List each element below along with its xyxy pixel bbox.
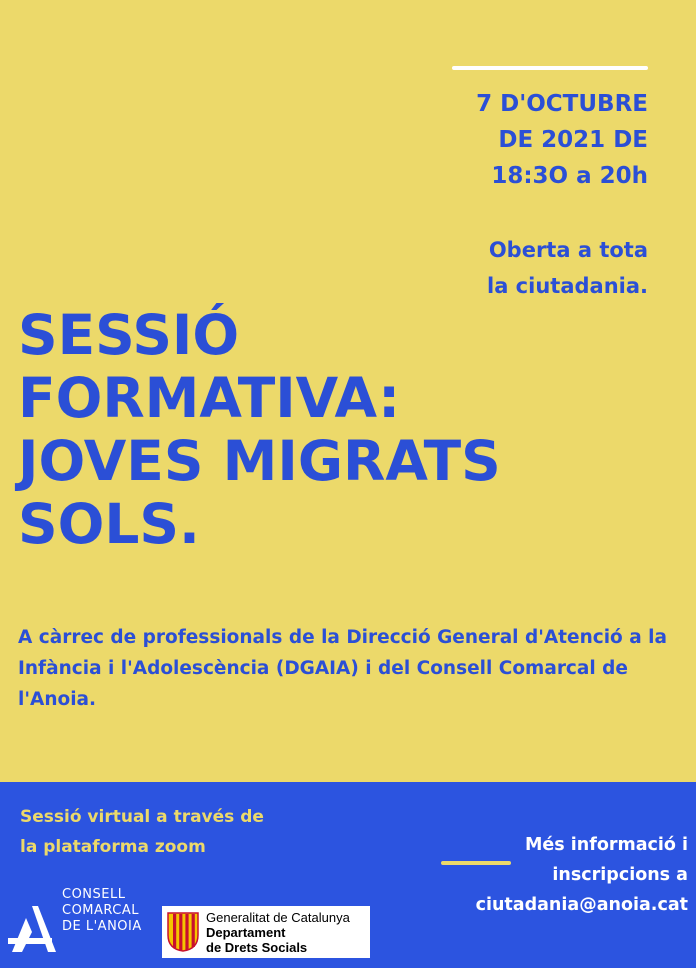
virtual-session-note bbox=[20, 802, 264, 862]
info-line-2: inscripcions a bbox=[552, 865, 688, 885]
top-divider bbox=[452, 66, 648, 70]
audience-line-1: Oberta a tota bbox=[488, 238, 648, 262]
contact-email[interactable]: ciutadania@anoia.cat bbox=[475, 895, 688, 915]
title-line-3: JOVES MIGRATS bbox=[18, 429, 501, 493]
gencat-line-2: Departament bbox=[206, 925, 286, 940]
senyera-shield-icon bbox=[166, 911, 200, 953]
consell-logo-text bbox=[62, 887, 142, 935]
title-line-2: FORMATIVA: bbox=[18, 366, 401, 430]
virtual-line-1: Sessió virtual a través de bbox=[20, 807, 264, 827]
event-description: A càrrec de professionals de la Direcció General d'Atenció a la Infància i l'Adolescència (DGAIA) i del Consell Comarcal de l'Anoia. bbox=[18, 627, 667, 710]
consell-line-2: COMARCAL bbox=[62, 903, 140, 918]
consell-line-3: DE L'ANOIA bbox=[62, 919, 142, 934]
generalitat-logo-text bbox=[206, 910, 350, 955]
consell-a-icon bbox=[8, 904, 56, 954]
audience-note bbox=[487, 232, 648, 304]
gencat-line-3: de Drets Socials bbox=[206, 940, 308, 955]
title-line-4: SOLS. bbox=[18, 492, 200, 556]
consell-line-1: CONSELL bbox=[62, 887, 126, 902]
info-contact bbox=[476, 830, 688, 920]
date-line-2: DE 2021 DE bbox=[498, 127, 648, 153]
generalitat-logo bbox=[162, 906, 370, 958]
audience-line-2: la ciutadania. bbox=[487, 274, 648, 298]
title-line-1: SESSIÓ bbox=[18, 303, 240, 367]
gencat-line-1: Generalitat de Catalunya bbox=[206, 910, 350, 925]
info-line-1: Més informació i bbox=[524, 835, 688, 855]
virtual-line-2: la plataforma zoom bbox=[20, 837, 206, 857]
date-line-1: 7 D'OCTUBRE bbox=[476, 91, 648, 117]
footer-band bbox=[0, 782, 696, 968]
poster-title bbox=[18, 304, 501, 556]
date-line-3: 18:3O a 20h bbox=[491, 163, 648, 189]
event-date bbox=[476, 86, 648, 194]
consell-comarcal-logo bbox=[0, 882, 160, 962]
